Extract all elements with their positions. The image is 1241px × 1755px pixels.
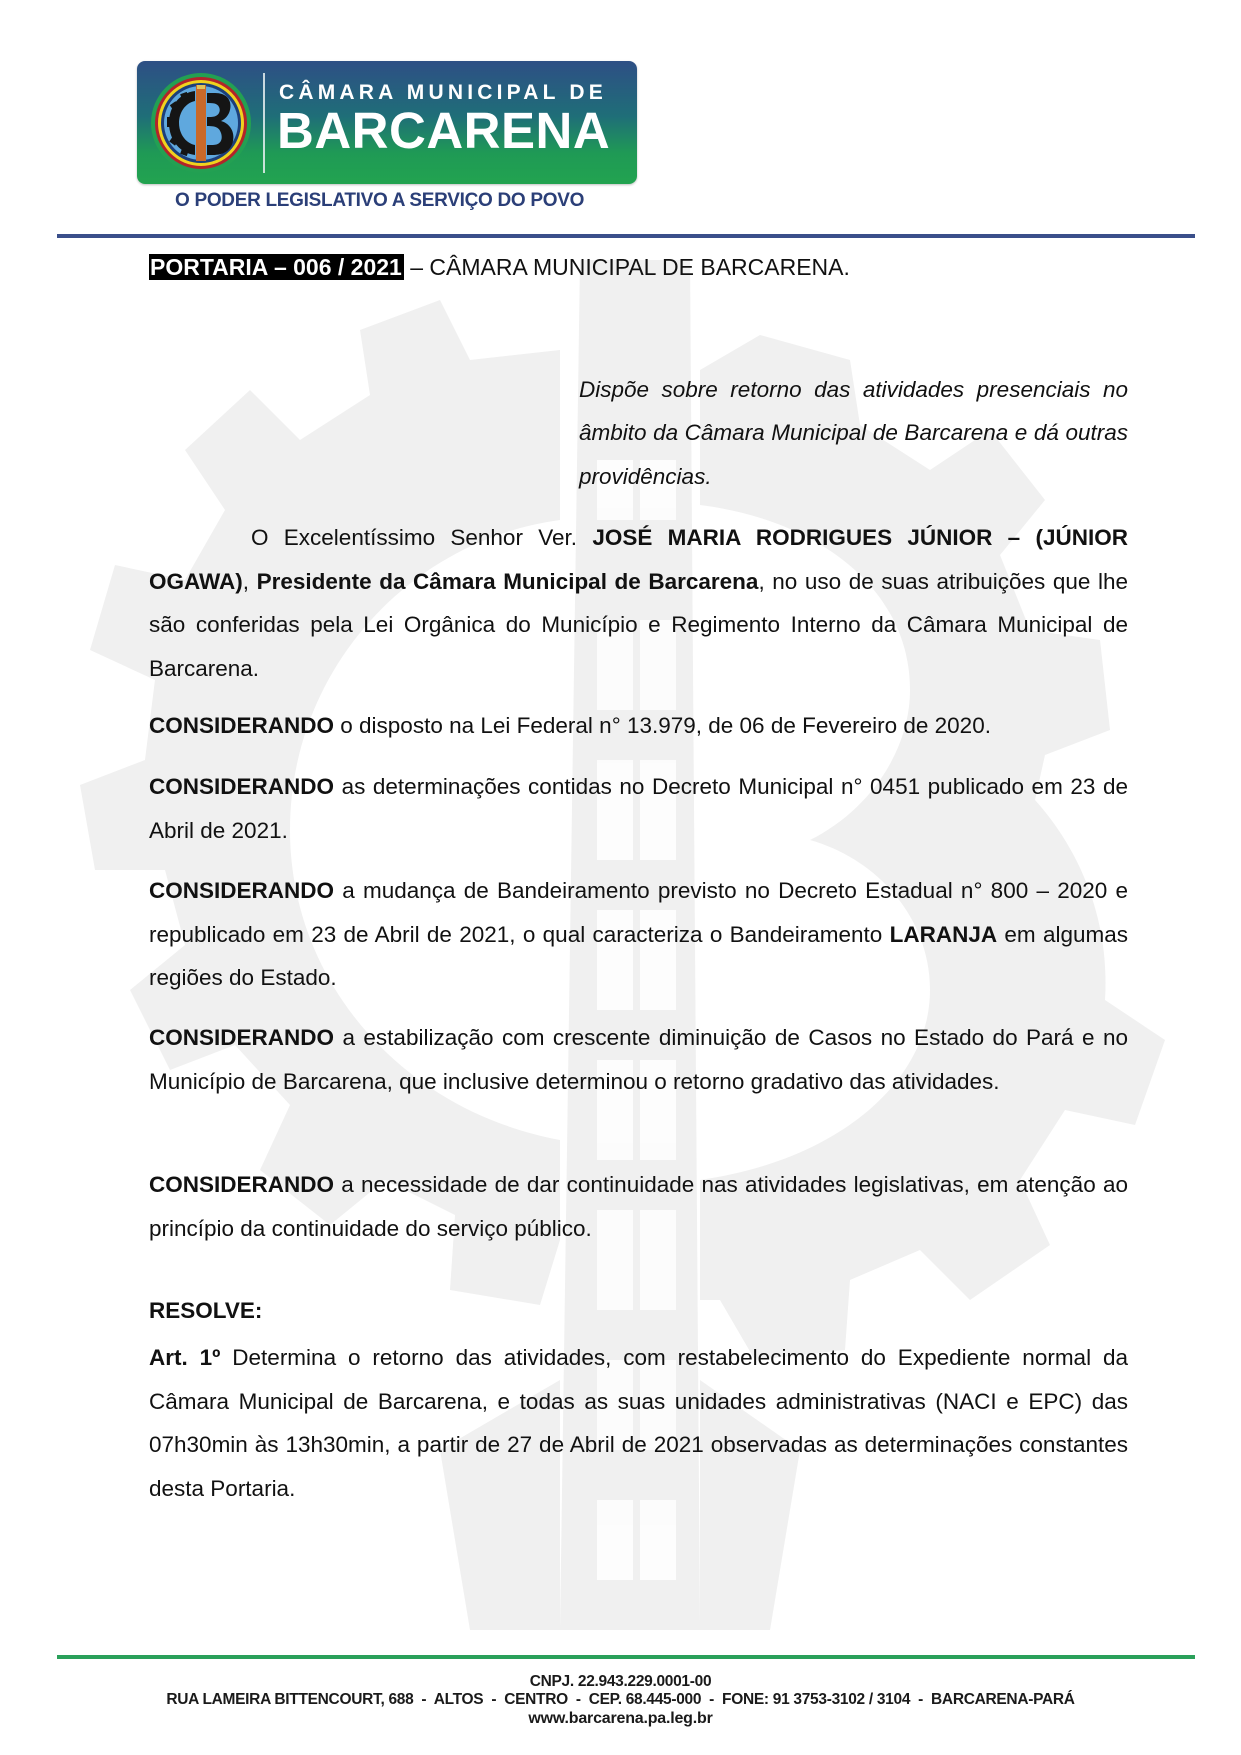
president-title: Presidente da Câmara Municipal de Barcarena: [256, 568, 759, 594]
considerando-label: CONSIDERANDO: [149, 713, 335, 738]
ementa: Dispõe sobre retorno das atividades presenciais no âmbito da Câmara Municipal de Barcarena e dá outras providências.: [579, 376, 1128, 489]
considerando-label: CONSIDERANDO: [149, 1025, 335, 1050]
camara-barcarena-emblem-icon: [149, 71, 253, 175]
intro-text: ,: [242, 568, 257, 594]
logo-text-camara-municipal: CÂMARA MUNICIPAL DE: [279, 81, 607, 104]
considerando-paragraph: [149, 1163, 1128, 1250]
resolve-heading: [149, 1289, 1128, 1333]
logo-divider: [263, 73, 265, 173]
resolve-label: RESOLVE:: [149, 1298, 263, 1323]
article-text: Determina o retorno das atividades, com restabelecimento do Expediente normal da Câmara Municipal de Barcarena, e todas as suas unidades administrativas (NACI e EPC) das 07h30min às 13h30min, a partir de 27 de Abril de 2021 observadas as determinações constantes desta Portaria.: [149, 1345, 1129, 1501]
intro-text: , no uso de suas atribuições que lhe são conferidas pela Lei Orgânica do Município e Regimento Interno da Câmara Municipal de Barcarena.: [149, 568, 1129, 681]
considerando-label: CONSIDERANDO: [149, 878, 335, 903]
bandeiramento-color: LARANJA: [889, 921, 998, 947]
considerando-text: a mudança de Bandeiramento previsto no Decreto Estadual n° 800 – 2020 e republicado em 23 de Abril de 2021, o qual caracteriza o Bandeiramento: [149, 878, 1128, 947]
footer-cnpj: CNPJ. 22.943.229.0001-00: [529, 1673, 712, 1690]
considerando-text: o disposto na Lei Federal n° 13.979, de 06 de Fevereiro de 2020.: [334, 713, 991, 738]
header-divider: [57, 234, 1195, 238]
considerando-text: a necessidade de dar continuidade nas atividades legislativas, em atenção ao princípio da continuidade do serviço público.: [149, 1172, 1128, 1241]
considerando-paragraph: [149, 1016, 1128, 1103]
considerando-paragraph: [149, 704, 1128, 748]
president-name: JOSÉ MARIA RODRIGUES JÚNIOR – (JÚNIOR OGAWA): [149, 525, 1128, 594]
article-label: Art. 1º: [149, 1345, 221, 1370]
title-institution: – CÂMARA MUNICIPAL DE BARCARENA.: [403, 254, 850, 280]
header-logo: [137, 61, 637, 184]
intro-paragraph: [149, 516, 1128, 690]
footer-address: RUA LAMEIRA BITTENCOURT, 688 - ALTOS - CENTRO - CEP. 68.445-000 - FONE: 91 3753-3102 / 3104 - BARCARENA-PARÁ: [166, 1691, 1075, 1708]
considerando-label: CONSIDERANDO: [149, 774, 335, 799]
intro-text: O Excelentíssimo Senhor Ver.: [251, 525, 593, 550]
considerando-text: a estabilização com crescente diminuição de Casos no Estado do Pará e no Município de Barcarena, que inclusive determinou o retorno gradativo das atividades.: [149, 1025, 1128, 1094]
logo-text-barcarena: BARCARENA: [277, 102, 611, 159]
considerando-text: as determinações contidas no Decreto Municipal n° 0451 publicado em 23 de Abril de 2021.: [149, 774, 1128, 843]
footer-divider: [57, 1655, 1195, 1659]
considerando-paragraph: [149, 869, 1128, 1000]
article-paragraph: [149, 1336, 1128, 1510]
considerando-text: em algumas regiões do Estado.: [149, 921, 1128, 990]
document-title: [149, 253, 850, 281]
footer-website[interactable]: www.barcarena.pa.leg.br: [528, 1710, 713, 1727]
portaria-number: PORTARIA – 006 / 2021: [150, 254, 402, 280]
considerando-paragraph: [149, 765, 1128, 852]
considerando-label: CONSIDERANDO: [149, 1172, 335, 1197]
header-tagline: O PODER LEGISLATIVO A SERVIÇO DO POVO: [175, 190, 585, 211]
